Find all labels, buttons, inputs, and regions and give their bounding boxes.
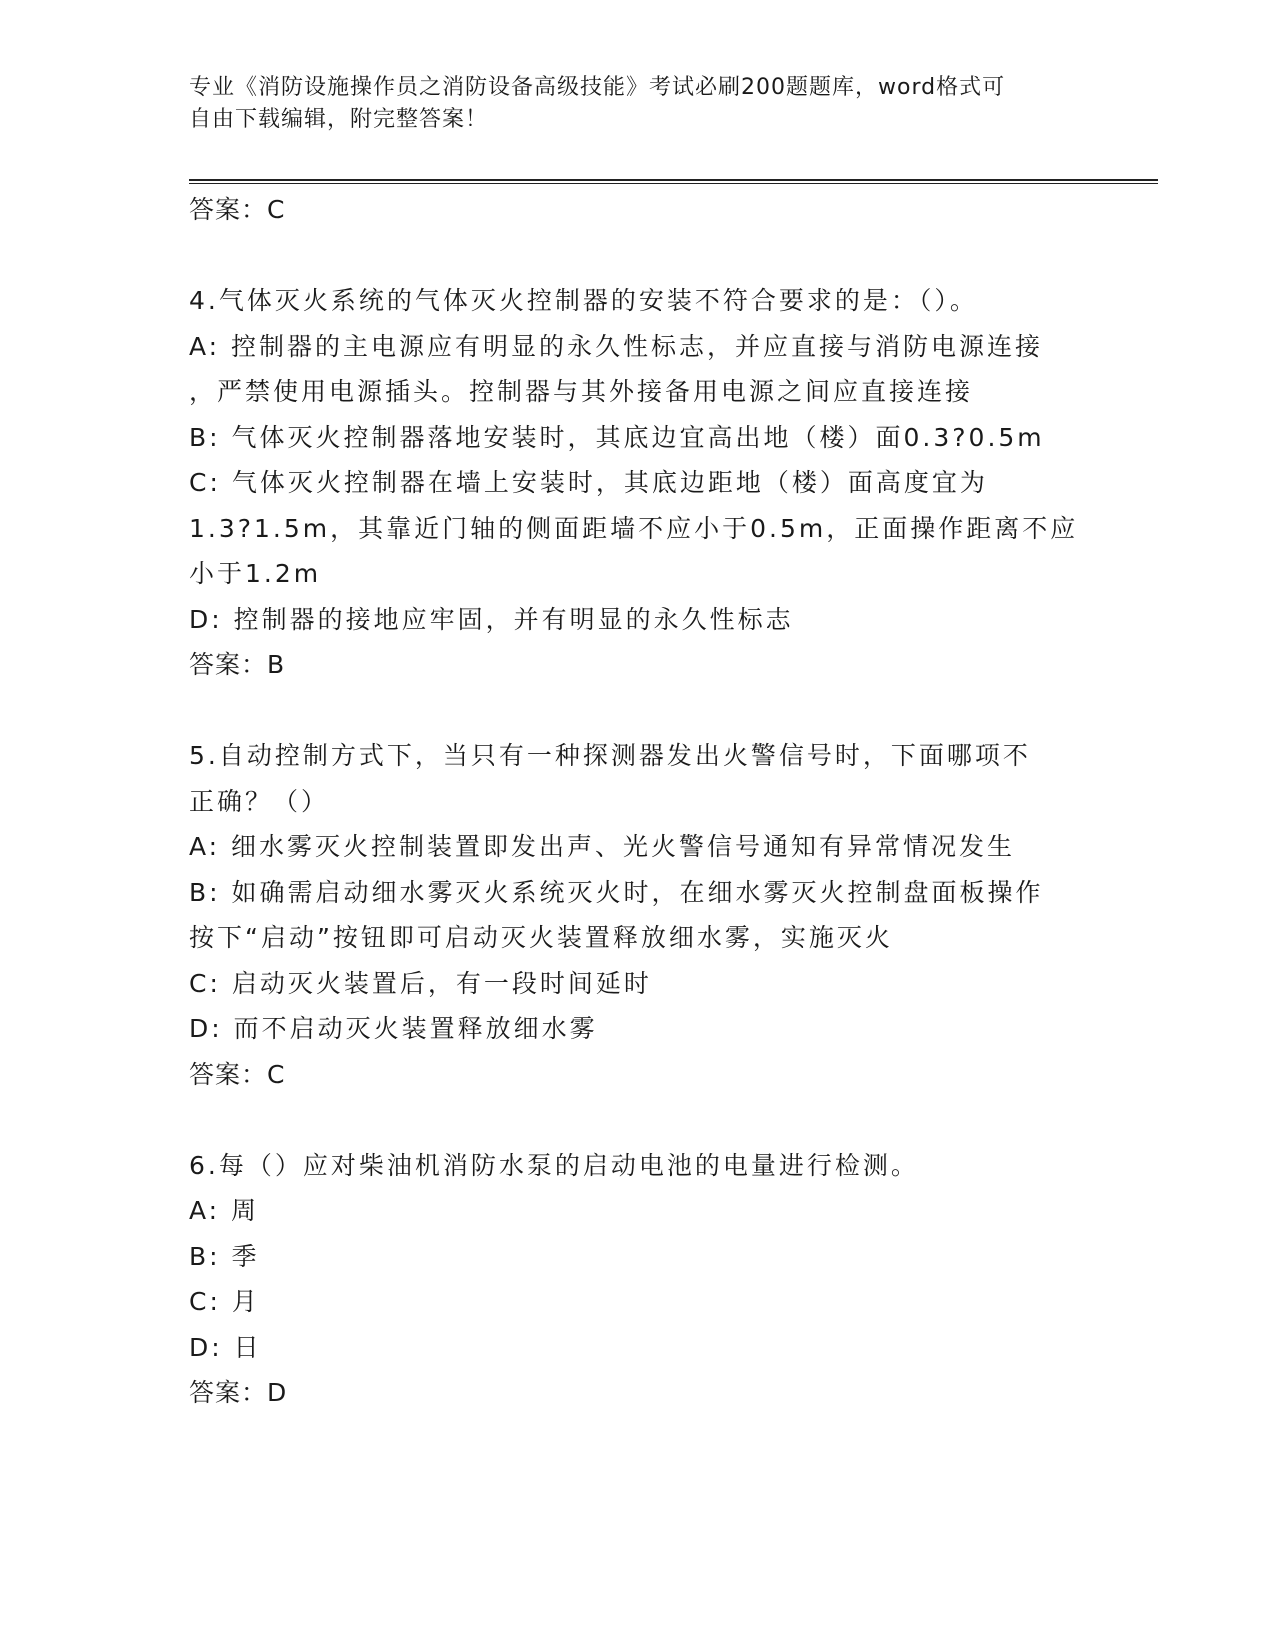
header-rule-thick [189, 179, 1158, 181]
header-line-1: 专业《消防设施操作员之消防设备高级技能》考试必刷200题题库，word格式可 [189, 75, 1006, 100]
answer-line: 答案：C [189, 195, 286, 224]
option-c-continued: 1.3?1.5m，其靠近门轴的侧面距墙不应小于0.5m，正面操作距离不应 [189, 513, 1079, 543]
question-6 [189, 1143, 1089, 1416]
option-a: A: 细水雾灭火控制装置即发出声、光火警信号通知有异常情况发生 [189, 832, 1016, 861]
option-b: B: 气体灭火控制器落地安装时，其底边宜高出地（楼）面0.3?0.5m [189, 422, 1045, 452]
spacer [189, 688, 1089, 734]
answer-line: 答案：B [189, 650, 286, 679]
option-a: A: 周 [189, 1196, 260, 1225]
question-stem: 6.每（）应对柴油机消防水泵的启动电池的电量进行检测。 [189, 1150, 919, 1180]
question-list [189, 187, 1089, 1416]
header-rule-thin [189, 183, 1158, 184]
option-c: C: 启动灭火装置后，有一段时间延时 [189, 968, 652, 998]
spacer [189, 1097, 1089, 1143]
spacer [189, 233, 1089, 279]
option-b: B: 如确需启动细水雾灭火系统灭火时，在细水雾灭火控制盘面板操作 [189, 877, 1044, 907]
question-stem: 5.自动控制方式下，当只有一种探测器发出火警信号时，下面哪项不 [189, 741, 1031, 770]
document-header [189, 72, 1069, 136]
option-b-continued: 按下“启动”按钮即可启动灭火装置释放细水雾，实施灭火 [189, 923, 893, 952]
option-c-continued: 小于1.2m [189, 559, 322, 588]
option-d: D: 控制器的接地应牢固，并有明显的永久性标志 [189, 604, 794, 634]
question-stem-continued: 正确？（） [189, 786, 330, 816]
option-b: B: 季 [189, 1241, 260, 1271]
answer-line: 答案：C [189, 1059, 286, 1089]
question-5 [189, 733, 1089, 1097]
question-stem: 4.气体灭火系统的气体灭火控制器的安装不符合要求的是：（）。 [189, 286, 978, 315]
option-a: A: 控制器的主电源应有明显的永久性标志，并应直接与消防电源连接 [189, 331, 1044, 361]
answer-line: 答案：D [189, 1378, 288, 1407]
option-c: C: 气体灭火控制器在墙上安装时，其底边距地（楼）面高度宜为 [189, 468, 988, 497]
option-c: C: 月 [189, 1287, 260, 1316]
option-d: D: 日 [189, 1332, 262, 1362]
option-d: D: 而不启动灭火装置释放细水雾 [189, 1014, 598, 1043]
option-a-continued: ，严禁使用电源插头。控制器与其外接备用电源之间应直接连接 [189, 377, 974, 406]
question-4 [189, 278, 1089, 688]
header-line-2: 自由下载编辑，附完整答案！ [189, 107, 489, 132]
